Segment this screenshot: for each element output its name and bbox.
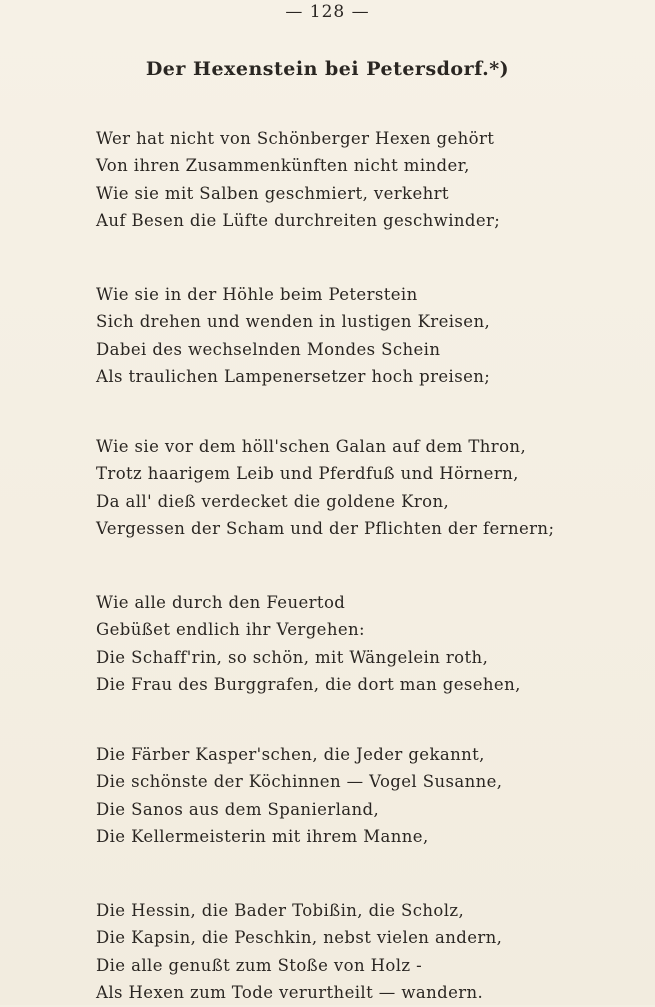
verse-line: Die Schaff'rin, so schön, mit Wängelein roth, (96, 647, 489, 667)
stanza-1 (96, 125, 596, 235)
verse-line: Trotz haarigem Leib und Pferdfuß und Hörnern, (96, 464, 519, 484)
verse-line: Da all' dieß verdecket die goldene Kron, (96, 491, 450, 511)
verse-line: Gebüßet endlich ihr Vergehen: (96, 620, 366, 640)
verse-line: Die Frau des Burggrafen, die dort man gesehen, (96, 675, 521, 695)
stanza-4 (96, 589, 596, 699)
verse-line: Als Hexen zum Tode verurtheilt — wandern. (96, 983, 484, 1003)
verse-line: Die schönste der Köchinnen — Vogel Susanne, (96, 772, 503, 792)
verse-line: Die Färber Kasper'schen, die Jeder gekannt, (96, 745, 485, 764)
verse-line: Die Hessin, die Bader Tobißin, die Scholz, (96, 901, 465, 920)
verse-line: Die Kellermeisterin mit ihrem Manne, (96, 827, 429, 847)
verse-line: Wie alle durch den Feuertod (96, 593, 346, 612)
verse-line: Die alle genußt zum Stoße von Holz - (96, 955, 423, 975)
verse-line: Sich drehen und wenden in lustigen Kreisen, (96, 312, 491, 332)
verse-line: Wie sie in der Höhle beim Peterstein (96, 285, 418, 304)
verse-line: Wie sie mit Salben geschmiert, verkehrt (96, 183, 449, 203)
verse-line: Auf Besen die Lüfte durchreiten geschwinder; (96, 211, 501, 231)
page-number: — 128 — (285, 2, 370, 22)
verse-line: Die Sanos aus dem Spanierland, (96, 799, 380, 819)
verse-line: Wer hat nicht von Schönberger Hexen gehört (96, 129, 495, 148)
verse-line: Als traulichen Lampenersetzer hoch preisen; (96, 367, 491, 387)
verse-line: Vergessen der Scham und der Pflichten der fernern; (96, 519, 555, 539)
verse-line: Dabei des wechselnden Mondes Schein (96, 339, 441, 359)
stanza-3 (96, 433, 596, 543)
stanza-5 (96, 741, 596, 851)
verse-line: Die Kapsin, die Peschkin, nebst vielen andern, (96, 928, 503, 948)
stanza-2 (96, 281, 596, 391)
stanza-6 (96, 897, 596, 1007)
verse-line: Von ihren Zusammenkünften nicht minder, (96, 156, 470, 176)
verse-line: Wie sie vor dem höll'schen Galan auf dem Thron, (96, 437, 527, 456)
poem-title: Der Hexenstein bei Petersdorf.*) (145, 58, 510, 80)
